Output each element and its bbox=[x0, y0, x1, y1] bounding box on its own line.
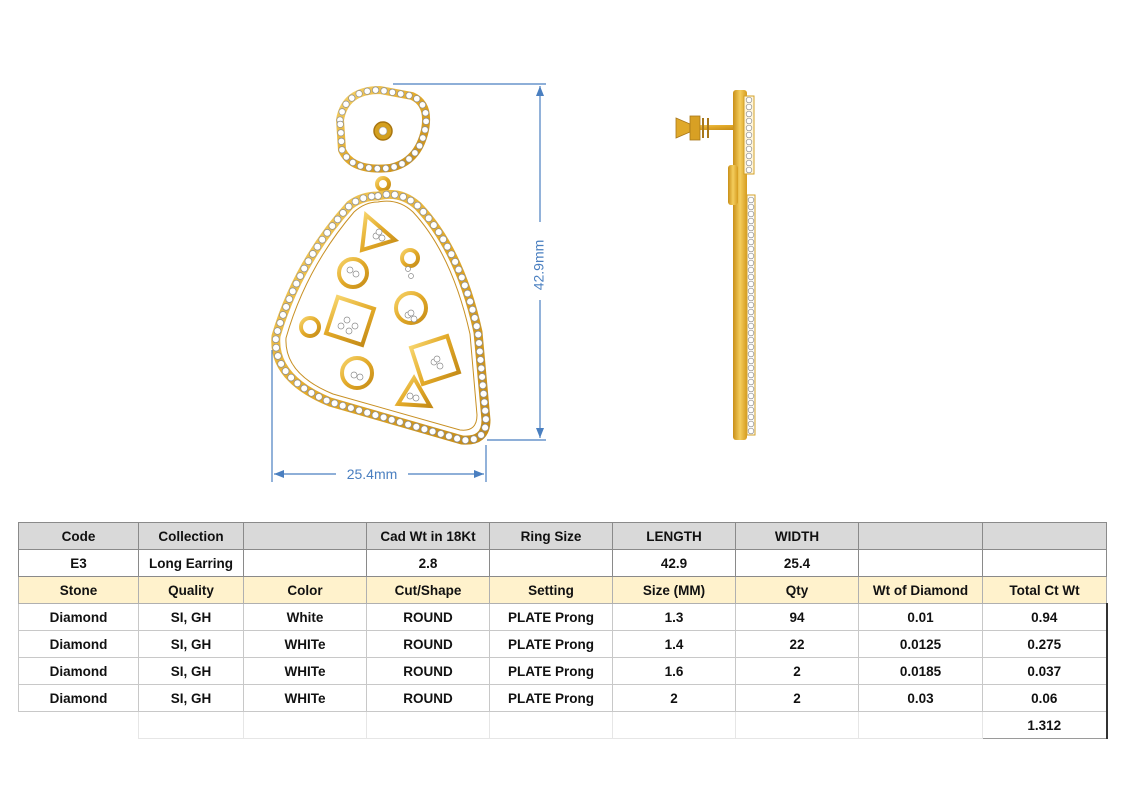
stone-cell: ROUND bbox=[367, 685, 490, 712]
diamond-gem bbox=[748, 358, 754, 364]
diamond-gem bbox=[748, 281, 754, 287]
diamond-gem bbox=[314, 243, 321, 250]
table-row bbox=[19, 604, 1107, 631]
stone-cell: Diamond bbox=[19, 604, 139, 631]
diamond-gem bbox=[316, 394, 323, 401]
diamond-gem bbox=[437, 431, 444, 438]
diamond-gem bbox=[748, 407, 754, 413]
diamond-gem bbox=[340, 210, 347, 217]
diamond-gem bbox=[398, 91, 404, 97]
diamond-gem bbox=[286, 296, 293, 303]
diamond-gem bbox=[301, 265, 308, 272]
diamond-gem bbox=[399, 161, 405, 167]
header-blank bbox=[983, 523, 1107, 550]
total-row bbox=[19, 712, 1107, 739]
total-blank bbox=[736, 712, 859, 739]
stone-cell: 0.01 bbox=[859, 604, 983, 631]
diamond-gem bbox=[356, 407, 363, 414]
stone-cell: ROUND bbox=[367, 604, 490, 631]
stone-header-cell: Stone bbox=[19, 577, 139, 604]
diamond-gem bbox=[458, 274, 465, 281]
diamond-gem bbox=[388, 416, 395, 423]
info-code: E3 bbox=[19, 550, 139, 577]
header-blank bbox=[244, 523, 367, 550]
table-row bbox=[19, 658, 1107, 685]
spec-header-row bbox=[19, 523, 1107, 550]
stone-header-row bbox=[19, 577, 1107, 604]
stone-cell: 0.94 bbox=[983, 604, 1107, 631]
info-blank bbox=[244, 550, 367, 577]
stone-cell: 2 bbox=[613, 685, 736, 712]
diamond-gem bbox=[464, 290, 471, 297]
diamond-gem bbox=[305, 258, 312, 265]
diamond-gem bbox=[413, 423, 420, 430]
stone-cell: PLATE Prong bbox=[490, 604, 613, 631]
diamond-gem bbox=[746, 139, 752, 145]
stone-header-cell: Cut/Shape bbox=[367, 577, 490, 604]
diamond-gem bbox=[748, 197, 754, 203]
diamond-gem bbox=[479, 374, 486, 381]
earring-front-view bbox=[272, 87, 489, 444]
info-collection: Long Earring bbox=[139, 550, 244, 577]
stone-cell: SI, GH bbox=[139, 658, 244, 685]
diamond-gem bbox=[477, 357, 484, 364]
total-blank bbox=[613, 712, 736, 739]
header-length: LENGTH bbox=[613, 523, 736, 550]
stone-header-cell: Total Ct Wt bbox=[983, 577, 1107, 604]
diamond-gem bbox=[282, 368, 289, 375]
info-blank bbox=[859, 550, 983, 577]
diamond-gem bbox=[748, 379, 754, 385]
diamond-gem bbox=[475, 331, 482, 338]
diamond-gem bbox=[308, 390, 315, 397]
diamond-gem bbox=[748, 386, 754, 392]
diamond-gem bbox=[364, 409, 371, 416]
diamond-gem bbox=[331, 400, 338, 407]
diamond-gem bbox=[397, 419, 404, 426]
header-code: Code bbox=[19, 523, 139, 550]
total-blank bbox=[244, 712, 367, 739]
diamond-gem bbox=[273, 344, 280, 351]
stone-header-cell: Qty bbox=[736, 577, 859, 604]
info-blank bbox=[983, 550, 1107, 577]
diamond-gem bbox=[414, 96, 420, 102]
diamond-gem bbox=[748, 218, 754, 224]
info-width: 25.4 bbox=[736, 550, 859, 577]
stone-cell: 22 bbox=[736, 631, 859, 658]
spec-info-row bbox=[19, 550, 1107, 577]
stone-cell: WHITe bbox=[244, 631, 367, 658]
diamond-gem bbox=[343, 101, 349, 107]
diamond-gem bbox=[423, 118, 429, 124]
diamond-gem bbox=[483, 416, 490, 423]
diamond-gem bbox=[289, 288, 296, 295]
diamond-gem bbox=[473, 323, 480, 330]
diamond-gem bbox=[293, 280, 300, 287]
diamond-gem bbox=[448, 251, 455, 258]
diamond-gem bbox=[748, 428, 754, 434]
stone-cell: ROUND bbox=[367, 658, 490, 685]
diamond-gem bbox=[272, 336, 279, 343]
diamond-gem bbox=[748, 337, 754, 343]
diamond-gem bbox=[748, 267, 754, 273]
diamond-gem bbox=[748, 211, 754, 217]
stone-header-cell: Color bbox=[244, 577, 367, 604]
diamond-gem bbox=[375, 193, 382, 200]
stone-cell: SI, GH bbox=[139, 685, 244, 712]
total-blank bbox=[859, 712, 983, 739]
stone-cell: 0.037 bbox=[983, 658, 1107, 685]
table-row bbox=[19, 631, 1107, 658]
width-label: 25.4mm bbox=[346, 466, 398, 482]
diamond-gem bbox=[748, 239, 754, 245]
total-blank bbox=[490, 712, 613, 739]
diamond-gem bbox=[467, 298, 474, 305]
diamond-gem bbox=[372, 87, 378, 93]
diamond-gem bbox=[422, 110, 428, 116]
diamond-gem bbox=[301, 385, 308, 392]
spec-table bbox=[18, 522, 1108, 739]
diamond-gem bbox=[748, 232, 754, 238]
diamond-gem bbox=[748, 225, 754, 231]
diamond-gem bbox=[748, 400, 754, 406]
diamond-gem bbox=[462, 437, 469, 444]
stone-cell: 1.6 bbox=[613, 658, 736, 685]
diamond-gem bbox=[430, 222, 437, 229]
diamond-gem bbox=[275, 353, 282, 360]
diamond-gem bbox=[470, 436, 477, 443]
diamond-gem bbox=[469, 306, 476, 313]
diamond-gem bbox=[748, 288, 754, 294]
diamond-gem bbox=[446, 433, 453, 440]
table-row bbox=[19, 685, 1107, 712]
info-length: 42.9 bbox=[613, 550, 736, 577]
diamond-gem bbox=[748, 309, 754, 315]
stone-cell: PLATE Prong bbox=[490, 631, 613, 658]
diamond-gem bbox=[746, 111, 752, 117]
diamond-gem bbox=[406, 156, 412, 162]
diamond-gem bbox=[334, 216, 341, 223]
stone-cell: White bbox=[244, 604, 367, 631]
diamond-gem bbox=[435, 229, 442, 236]
diamond-gem bbox=[746, 167, 752, 173]
diamond-gem bbox=[444, 243, 451, 250]
diamond-gem bbox=[274, 328, 281, 335]
diamond-gem bbox=[338, 138, 344, 144]
stone-cell: 0.06 bbox=[983, 685, 1107, 712]
diamond-gem bbox=[383, 191, 390, 198]
diamond-gem bbox=[349, 95, 355, 101]
stone-cell: 0.03 bbox=[859, 685, 983, 712]
stone-cell: PLATE Prong bbox=[490, 685, 613, 712]
diamond-gem bbox=[416, 143, 422, 149]
diamond-gem bbox=[748, 365, 754, 371]
stone-cell: 94 bbox=[736, 604, 859, 631]
diamond-gem bbox=[338, 130, 344, 136]
diamond-gem bbox=[746, 97, 752, 103]
diamond-gem bbox=[324, 229, 331, 236]
stone-header-cell: Size (MM) bbox=[613, 577, 736, 604]
inner-gem-clusters bbox=[338, 229, 443, 401]
diamond-gem bbox=[748, 302, 754, 308]
diamond-gem bbox=[309, 251, 316, 258]
diamond-gem bbox=[400, 193, 407, 200]
stone-header-cell: Quality bbox=[139, 577, 244, 604]
diamond-gem bbox=[480, 390, 487, 397]
diamond-gem bbox=[348, 405, 355, 412]
connector-bail bbox=[377, 178, 389, 190]
header-collection: Collection bbox=[139, 523, 244, 550]
diamond-gem bbox=[746, 104, 752, 110]
diamond-gem bbox=[280, 312, 287, 319]
diamond-gem bbox=[479, 382, 486, 389]
diamond-gem bbox=[429, 428, 436, 435]
info-cad-weight: 2.8 bbox=[367, 550, 490, 577]
stone-cell: 0.0185 bbox=[859, 658, 983, 685]
header-blank bbox=[859, 523, 983, 550]
diamond-gem bbox=[339, 402, 346, 409]
stone-cell: Diamond bbox=[19, 631, 139, 658]
diamond-gem bbox=[471, 315, 478, 322]
diamond-gem bbox=[389, 89, 395, 95]
diamond-gem bbox=[746, 118, 752, 124]
diamond-gem bbox=[406, 92, 412, 98]
diamond-gem bbox=[748, 204, 754, 210]
diamond-gem bbox=[419, 102, 425, 108]
diamond-gem bbox=[366, 165, 372, 171]
diamond-gem bbox=[360, 195, 367, 202]
diamond-gem bbox=[329, 223, 336, 230]
diamond-gem bbox=[748, 323, 754, 329]
diamond-gem bbox=[746, 160, 752, 166]
stone-cell: WHITe bbox=[244, 658, 367, 685]
diamond-gem bbox=[748, 421, 754, 427]
header-cad-weight: Cad Wt in 18Kt bbox=[367, 523, 490, 550]
total-blank bbox=[367, 712, 490, 739]
diamond-gem bbox=[481, 399, 488, 406]
diamond-gem bbox=[482, 424, 489, 431]
diamond-gem bbox=[748, 414, 754, 420]
stone-cell: 0.0125 bbox=[859, 631, 983, 658]
stone-cell: PLATE Prong bbox=[490, 658, 613, 685]
diamond-gem bbox=[278, 361, 285, 368]
diamond-gem bbox=[476, 340, 483, 347]
stone-cell: 1.3 bbox=[613, 604, 736, 631]
total-carat-weight: 1.312 bbox=[983, 712, 1107, 739]
diamond-gem bbox=[357, 163, 363, 169]
info-ring-size bbox=[490, 550, 613, 577]
diamond-gem bbox=[374, 165, 380, 171]
diamond-gem bbox=[407, 197, 414, 204]
diamond-gem bbox=[319, 236, 326, 243]
header-ring-size: Ring Size bbox=[490, 523, 613, 550]
stone-cell: ROUND bbox=[367, 631, 490, 658]
diamond-gem bbox=[461, 282, 468, 289]
stone-header-cell: Setting bbox=[490, 577, 613, 604]
diamond-gem bbox=[454, 435, 461, 442]
diamond-gem bbox=[368, 193, 375, 200]
diamond-gem bbox=[455, 266, 462, 273]
diamond-gem bbox=[412, 150, 418, 156]
stone-cell: Diamond bbox=[19, 685, 139, 712]
diamond-gem bbox=[372, 412, 379, 419]
diamond-gem bbox=[478, 432, 485, 439]
diamond-gem bbox=[748, 344, 754, 350]
diamond-gem bbox=[381, 88, 387, 94]
diamond-gem bbox=[352, 198, 359, 205]
diamond-gem bbox=[288, 374, 295, 381]
diamond-gem bbox=[476, 348, 483, 355]
diamond-gem bbox=[746, 132, 752, 138]
stone-cell: WHITe bbox=[244, 685, 367, 712]
diamond-gem bbox=[748, 253, 754, 259]
stone-cell: Diamond bbox=[19, 658, 139, 685]
diamond-gem bbox=[294, 380, 301, 387]
diamond-gem bbox=[425, 215, 432, 222]
diamond-gem bbox=[414, 202, 421, 209]
diamond-gem bbox=[748, 351, 754, 357]
diamond-gem bbox=[383, 165, 389, 171]
stone-cell: SI, GH bbox=[139, 604, 244, 631]
stone-cell: SI, GH bbox=[139, 631, 244, 658]
diamond-gem bbox=[452, 258, 459, 265]
diamond-gem bbox=[420, 208, 427, 215]
diamond-gem bbox=[356, 91, 362, 97]
diamond-gem bbox=[420, 135, 426, 141]
diamond-gem bbox=[482, 407, 489, 414]
diamond-gem bbox=[391, 191, 398, 198]
diamond-gem bbox=[746, 146, 752, 152]
diamond-gem bbox=[283, 304, 290, 311]
diamond-gem bbox=[478, 365, 485, 372]
stone-cell: 1.4 bbox=[613, 631, 736, 658]
header-width: WIDTH bbox=[736, 523, 859, 550]
earring-side-view bbox=[676, 90, 755, 440]
diamond-gem bbox=[405, 421, 412, 428]
stone-cell: 2 bbox=[736, 685, 859, 712]
diamond-gem bbox=[748, 316, 754, 322]
total-blank bbox=[139, 712, 244, 739]
diamond-gem bbox=[440, 236, 447, 243]
diamond-gem bbox=[350, 159, 356, 165]
diamond-gem bbox=[748, 330, 754, 336]
diamond-gem bbox=[277, 320, 284, 327]
diamond-gem bbox=[337, 121, 343, 127]
height-label: 42.9mm bbox=[530, 239, 547, 291]
diamond-gem bbox=[746, 125, 752, 131]
diamond-gem bbox=[364, 88, 370, 94]
total-blank bbox=[19, 712, 139, 739]
diamond-gem bbox=[343, 154, 349, 160]
diamond-gem bbox=[748, 246, 754, 252]
diamond-gem bbox=[339, 109, 345, 115]
diamond-gem bbox=[391, 164, 397, 170]
diamond-gem bbox=[339, 147, 345, 153]
diamond-gem bbox=[748, 393, 754, 399]
stone-cell: 2 bbox=[736, 658, 859, 685]
diamond-gem bbox=[748, 260, 754, 266]
stone-header-cell: Wt of Diamond bbox=[859, 577, 983, 604]
diamond-gem bbox=[323, 397, 330, 404]
diamond-gem bbox=[422, 127, 428, 133]
diamond-gem bbox=[748, 295, 754, 301]
diamond-gem bbox=[748, 372, 754, 378]
stone-cell: 0.275 bbox=[983, 631, 1107, 658]
diamond-gem bbox=[345, 203, 352, 210]
diamond-gem bbox=[380, 414, 387, 421]
diamond-gem bbox=[421, 426, 428, 433]
diamond-gem bbox=[748, 274, 754, 280]
diamond-gem bbox=[297, 273, 304, 280]
diamond-gem bbox=[746, 153, 752, 159]
